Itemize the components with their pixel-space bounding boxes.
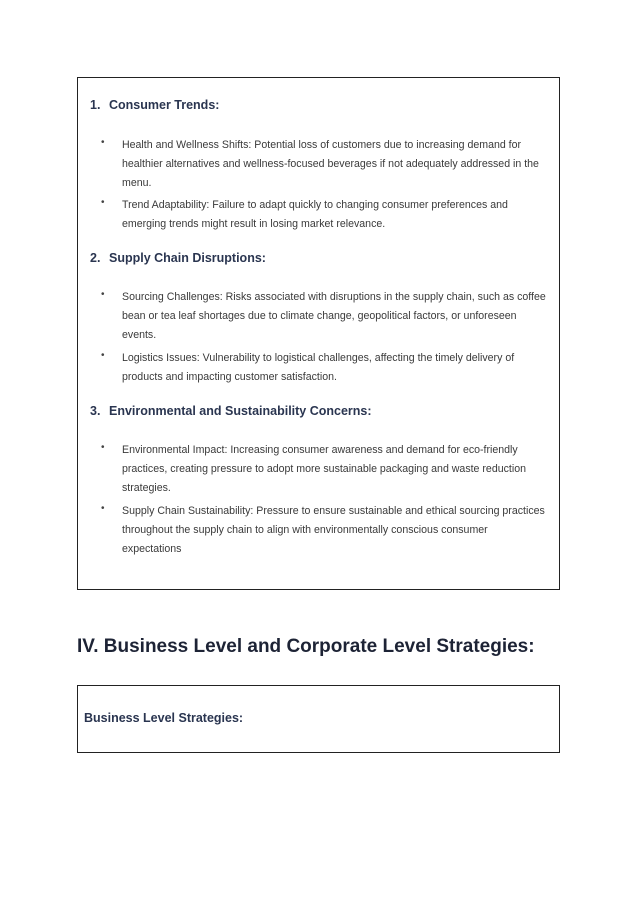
section-number: 2.: [90, 251, 101, 265]
bullet-icon: •: [101, 350, 105, 361]
list-item: [101, 288, 549, 345]
section-title: Consumer Trends:: [109, 98, 220, 112]
threats-box: [77, 77, 560, 590]
section-number: 1.: [90, 98, 101, 112]
list-item: [101, 441, 549, 498]
section-heading-environmental: [90, 404, 372, 418]
bullet-icon: •: [101, 442, 105, 453]
list-item-text: Supply Chain Sustainability: Pressure to ensure sustainable and ethical sourcing practices throughout the supply chain to align with environmentally conscious consumer expectations: [122, 505, 545, 555]
section-heading-consumer-trends: [90, 98, 219, 112]
list-item-text: Trend Adaptability: Failure to adapt quickly to changing consumer preferences and emerging trends might result in losing market relevance.: [122, 199, 508, 230]
section-heading-supply-chain: [90, 251, 266, 265]
list-item: [101, 349, 549, 387]
list-item: [101, 502, 549, 559]
section-title: Environmental and Sustainability Concerns:: [109, 404, 372, 418]
bullet-icon: •: [101, 197, 105, 208]
bullet-icon: •: [101, 503, 105, 514]
bullet-icon: •: [101, 289, 105, 300]
section-number: 3.: [90, 404, 101, 418]
list-item-text: Health and Wellness Shifts: Potential loss of customers due to increasing demand for healthier alternatives and wellness-focused beverages if not adequately addressed in the menu.: [122, 139, 539, 189]
list-item-text: Logistics Issues: Vulnerability to logistical challenges, affecting the timely delivery of products and impacting customer satisfaction.: [122, 352, 515, 383]
list-item-text: Sourcing Challenges: Risks associated with disruptions in the supply chain, such as coffee bean or tea leaf shortages due to climate change, geopolitical factors, or unforeseen events.: [122, 291, 546, 341]
business-strategies-box: [77, 685, 560, 753]
section-title: Supply Chain Disruptions:: [109, 251, 266, 265]
list-item-text: Environmental Impact: Increasing consumer awareness and demand for eco-friendly practices, creating pressure to adopt more sustainable packaging and waste reduction strategies.: [122, 444, 526, 494]
list-item: [101, 196, 549, 234]
business-strategies-heading: Business Level Strategies:: [84, 711, 244, 725]
list-item: [101, 136, 549, 193]
page-section-heading: IV. Business Level and Corporate Level Strategies:: [77, 636, 535, 657]
bullet-icon: •: [101, 137, 105, 148]
